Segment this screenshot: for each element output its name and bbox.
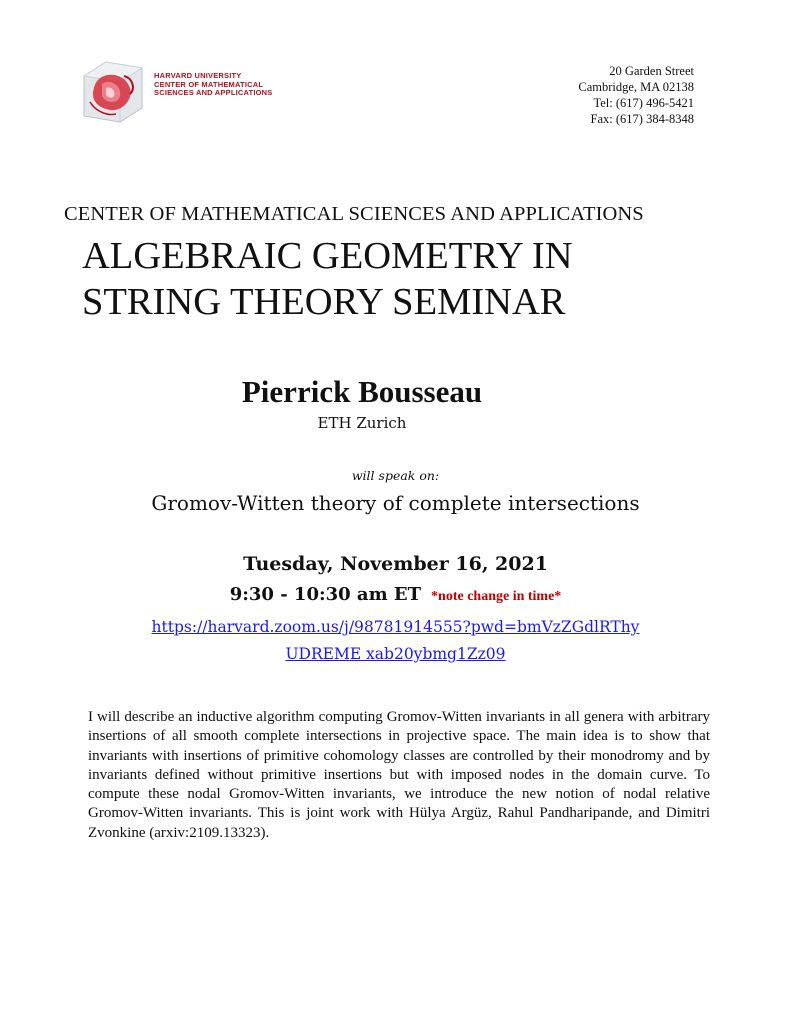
speaker-name: Pierrick Bousseau	[241, 374, 483, 409]
logo-line-university: HARVARD UNIVERSITY	[154, 71, 242, 80]
event-time-row	[0, 584, 791, 605]
speaker-affiliation: ETH Zurich	[317, 414, 407, 432]
logo-line-center: CENTER OF MATHEMATICAL	[154, 79, 264, 89]
abstract-text: I will describe an inductive algorithm computing Gromov-Witten invariants in all genera with arbitrary insertions of all smooth complete intersections in projective space. The main idea is to show that invariants with insertions of primitive cohomology classes are controlled by their monodromy and by invariants defined without primitive insertions but with imposed nodes in the domain curve. To compute these nodal Gromov-Witten invariants, we introduce the new notion of nodal relative Gromov-Witten invariants. This is joint work with Hülya Argüz, Rahul Pandharipande, and Dimitri Zvonkine (arxiv:2109.13323).	[88, 709, 710, 841]
cmsa-cube-icon	[80, 58, 150, 126]
event-date: Tuesday, November 16, 2021	[243, 553, 548, 575]
talk-title: Gromov-Witten theory of complete intersections	[151, 491, 640, 515]
seminar-title-line2: STRING THEORY SEMINAR	[82, 281, 566, 323]
will-speak-intro: will speak on:	[351, 468, 440, 483]
address-block	[578, 63, 694, 127]
time-change-note: *note change in time*	[431, 589, 562, 604]
address-tel: Tel: (617) 496-5421	[593, 96, 694, 110]
address-city: Cambridge, MA 02138	[578, 80, 694, 94]
zoom-link-line2[interactable]: UDREME xab20ybmg1Zz09	[285, 645, 506, 663]
seminar-title	[82, 233, 573, 325]
zoom-link-block	[0, 614, 791, 668]
logo-wordmark	[154, 72, 272, 98]
address-fax: Fax: (617) 384-8348	[590, 112, 694, 126]
event-time: 9:30 - 10:30 am ET	[229, 584, 422, 605]
center-title: CENTER OF MATHEMATICAL SCIENCES AND APPLICATIONS	[64, 203, 644, 225]
seminar-title-line1: ALGEBRAIC GEOMETRY IN	[82, 235, 573, 277]
logo-line-sciences: SCIENCES AND APPLICATIONS	[154, 88, 273, 98]
address-street: 20 Garden Street	[609, 64, 694, 78]
zoom-link-line1[interactable]: https://harvard.zoom.us/j/98781914555?pwd=bmVzZGdlRThy	[151, 618, 640, 636]
